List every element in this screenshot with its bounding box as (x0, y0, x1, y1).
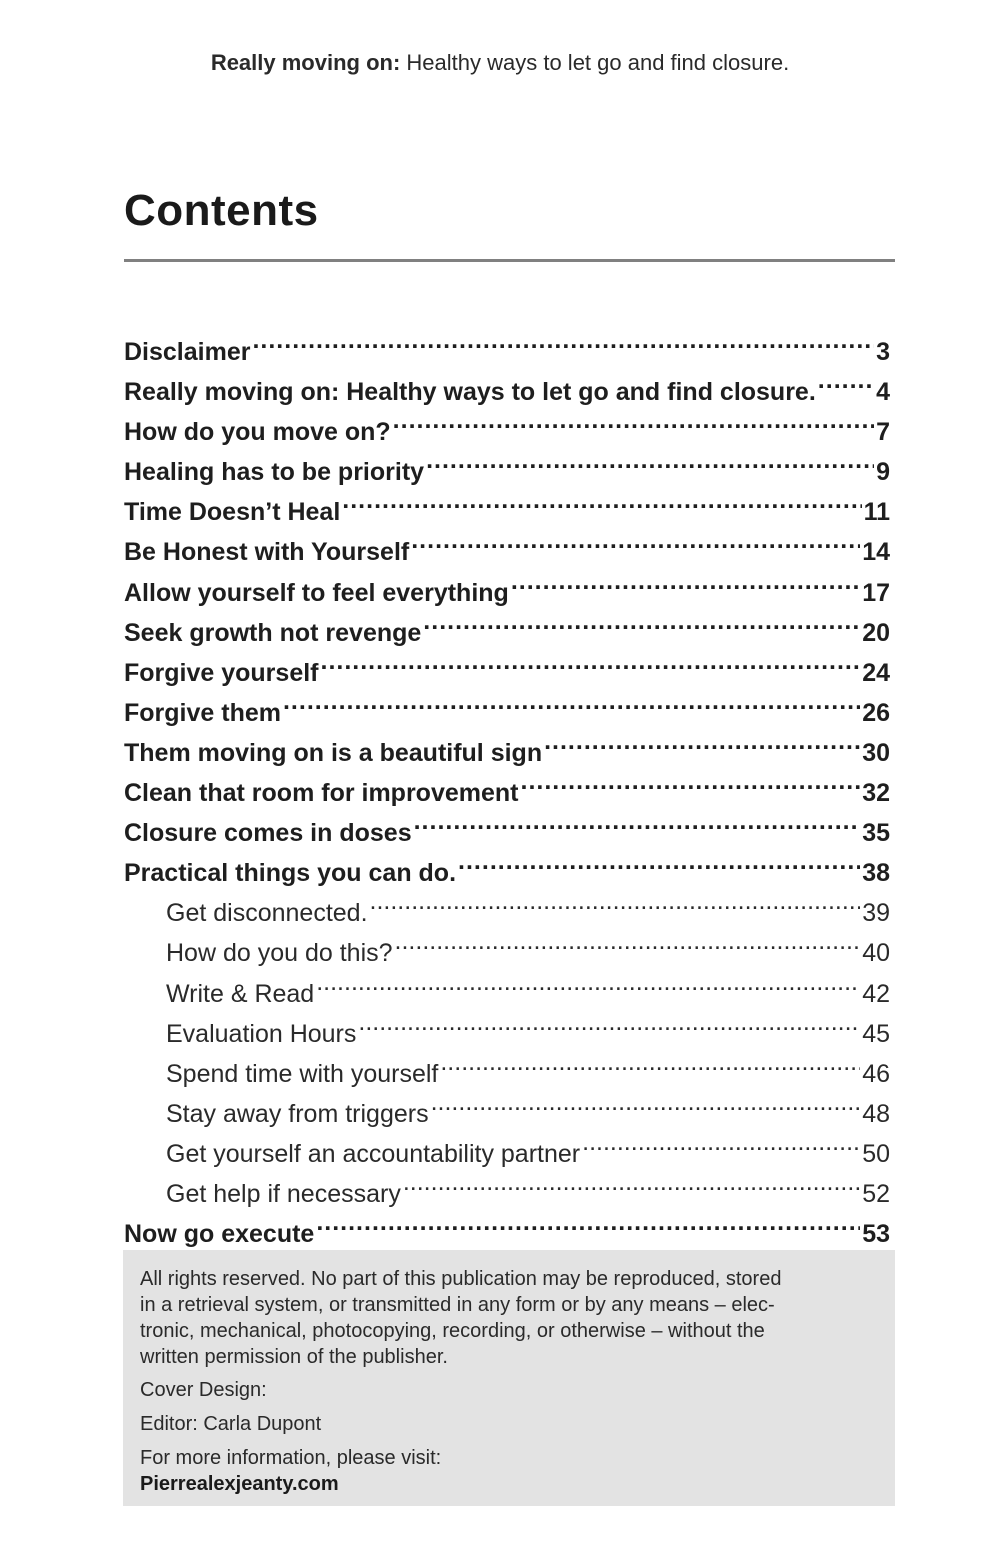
dot-leader (321, 641, 861, 681)
toc-entry-label: Now go execute (124, 1220, 315, 1249)
dot-leader (342, 480, 861, 520)
toc-entry-label: Write & Read (166, 979, 315, 1008)
toc-entry-page-number: 46 (862, 1059, 890, 1088)
toc-entry-page-number: 14 (862, 538, 890, 567)
toc-entry-page-number: 32 (862, 779, 890, 808)
toc-entry-label: Seek growth not revenge (124, 618, 422, 647)
dot-leader (582, 1122, 860, 1162)
toc-entry-label: Be Honest with Yourself (124, 538, 410, 567)
page-title: Contents (124, 186, 319, 235)
copyright-notice-line: in a retrieval system, or transmitted in any form or by any means – elec- (140, 1294, 775, 1316)
dot-leader (411, 520, 860, 560)
toc-entry-label: Healing has to be priority (124, 458, 425, 487)
dot-leader (544, 721, 860, 761)
toc-entry-label: How do you move on? (124, 418, 391, 447)
running-header (0, 50, 1000, 76)
toc-entry-page-number: 20 (862, 618, 890, 647)
toc-entry-page-number: 24 (862, 658, 890, 687)
toc-entry-page-number: 35 (862, 819, 890, 848)
toc-entry-page-number: 48 (862, 1099, 890, 1128)
toc-entry-page-number: 53 (862, 1220, 890, 1249)
running-header-rest: Healthy ways to let go and find closure. (400, 50, 790, 75)
dot-leader (370, 881, 861, 921)
toc-entry-page-number: 30 (862, 738, 890, 767)
copyright-box (123, 1250, 895, 1506)
dot-leader (521, 761, 861, 801)
toc-entry-label: Get help if necessary (166, 1179, 401, 1208)
copyright-notice-line: tronic, mechanical, photocopying, recording, or otherwise – without the (140, 1320, 765, 1342)
dot-leader (283, 681, 860, 721)
dot-leader (316, 1202, 860, 1242)
dot-leader (395, 921, 861, 961)
toc-entry-page-number: 26 (862, 698, 890, 727)
toc-entry-page-number: 17 (862, 578, 890, 607)
toc-entry-page-number: 42 (862, 979, 890, 1008)
toc-entry-label: Allow yourself to feel everything (124, 578, 509, 607)
dot-leader (440, 1042, 860, 1082)
dot-leader (423, 601, 860, 641)
running-header-bold: Really moving on: (210, 50, 401, 75)
toc-entry-page-number: 9 (876, 458, 890, 487)
cover-design-credit: Cover Design: (140, 1379, 267, 1401)
toc-entry-page-number: 50 (862, 1139, 890, 1168)
editor-credit: Editor: Carla Dupont (140, 1413, 322, 1435)
toc-entry-page-number: 52 (862, 1179, 890, 1208)
toc-entry-label: Spend time with yourself (166, 1059, 439, 1088)
toc-entry-label: Clean that room for improvement (124, 779, 519, 808)
copyright-notice-line: All rights reserved. No part of this publication may be reproduced, stored (140, 1268, 782, 1290)
toc-entry-page-number: 38 (862, 859, 890, 888)
dot-leader (414, 801, 861, 841)
toc-entry-label: Get yourself an accountability partner (166, 1139, 581, 1168)
toc-entry-label: Get disconnected. (166, 899, 368, 928)
toc-entry-page-number: 7 (876, 418, 890, 447)
dot-leader (431, 1082, 861, 1122)
dot-leader (426, 440, 874, 480)
toc-entry-label: Stay away from triggers (166, 1099, 429, 1128)
toc-entry-label: Forgive them (124, 698, 281, 727)
toc-entry-page-number: 3 (876, 338, 890, 366)
dot-leader (358, 1002, 860, 1042)
toc-entry-label: Them moving on is a beautiful sign (124, 738, 543, 767)
dot-leader (393, 400, 874, 440)
toc-entry-page-number: 39 (862, 899, 890, 928)
copyright-notice (140, 1266, 878, 1370)
dot-leader (818, 360, 874, 400)
toc-entry-page-number: 11 (863, 498, 890, 527)
dot-leader (252, 320, 874, 360)
dot-leader (458, 841, 860, 881)
toc-entry-label: Practical things you can do. (124, 859, 457, 888)
title-divider (124, 259, 895, 262)
toc-entry-label: Evaluation Hours (166, 1019, 357, 1048)
table-of-contents (124, 320, 890, 1249)
toc-entry-label: Closure comes in doses (124, 819, 412, 848)
dot-leader (511, 561, 860, 601)
more-info-text: For more information, please visit: (140, 1447, 442, 1469)
dot-leader (403, 1162, 860, 1202)
toc-entry[interactable] (124, 320, 890, 366)
toc-entry-label: Disclaimer (124, 338, 251, 366)
toc-entry-label: Forgive yourself (124, 658, 319, 687)
copyright-notice-line: written permission of the publisher. (140, 1346, 448, 1368)
toc-entry-label: How do you do this? (166, 939, 393, 968)
toc-entry-label: Really moving on: Healthy ways to let go and find closure. (124, 378, 816, 407)
toc-entry-page-number: 40 (862, 939, 890, 968)
website-link[interactable]: Pierrealexjeanty.com (140, 1473, 339, 1495)
toc-entry-page-number: 45 (862, 1019, 890, 1048)
dot-leader (316, 962, 860, 1002)
toc-entry-page-number: 4 (876, 378, 890, 407)
toc-entry-label: Time Doesn’t Heal (124, 498, 341, 527)
